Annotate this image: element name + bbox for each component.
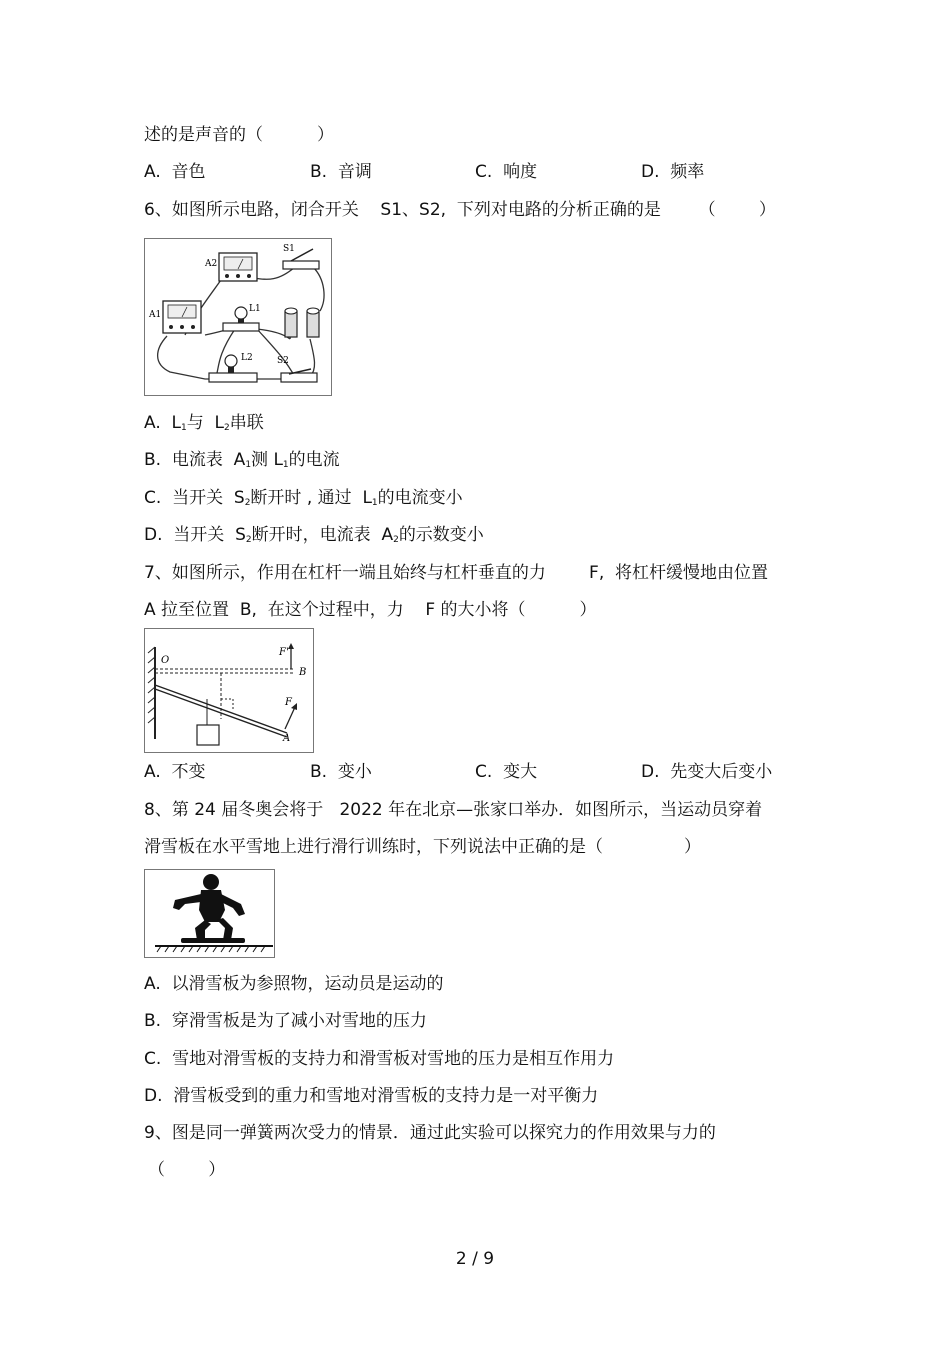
q6-option-a: A. $L_1$与 $L_2$串联: [144, 413, 264, 433]
q7-option-c: C. 变大: [475, 762, 538, 782]
q8-option-c: C. 雪地对滑雪板的支持力和滑雪板对雪地的压力是相互作用力: [144, 1049, 615, 1069]
q8-option-d: D. 滑雪板受到的重力和雪地对滑雪板的支持力是一对平衡力: [144, 1086, 599, 1106]
q7-stem-line1: 7、如图所示，作用在杠杆一端且始终与杠杆垂直的力 F, 将杠杆缓慢地由位置: [144, 563, 769, 583]
label-l1: L1: [249, 304, 261, 314]
label-a1: A1: [149, 310, 162, 320]
q5-option-a: A. 音色: [144, 162, 206, 182]
label-f-top: F': [279, 647, 289, 658]
q8-option-a: A. 以滑雪板为参照物，运动员是运动的: [144, 974, 444, 994]
q5-option-b: B. 音调: [310, 162, 372, 182]
q7-lever-figure: [144, 628, 314, 753]
label-a2: A2: [205, 259, 218, 269]
q8-stem-line2: 滑雪板在水平雪地上进行滑行训练时，下列说法中正确的是（ ）: [144, 837, 702, 857]
lever-diagram: [145, 629, 313, 752]
q6-option-d: D. 当开关 $S_2$断开时，电流表 $A_2$的示数变小: [144, 525, 484, 545]
circuit-diagram: [145, 239, 331, 395]
q9-stem-line1: 9、图是同一弹簧两次受力的情景．通过此实验可以探究力的作用效果与力的: [144, 1123, 716, 1143]
q8-option-b: B. 穿滑雪板是为了减小对雪地的压力: [144, 1011, 427, 1031]
q8-snowboarder-figure: [144, 869, 275, 958]
label-a: A: [283, 733, 291, 744]
q8-stem-line1: 8、第 24 届冬奥会将于 2022 年在北京—张家口举办．如图所示，当运动员穿着: [144, 800, 763, 820]
q7-stem-line2: A 拉至位置 B, 在这个过程中，力 F 的大小将（ ）: [144, 600, 597, 620]
q9-stem-line2: （ ）: [148, 1160, 226, 1180]
q6-circuit-figure: [144, 238, 332, 396]
q7-option-b: B. 变小: [310, 762, 372, 782]
label-s1: S1: [283, 244, 295, 254]
q6-option-c: C. 当开关 $S_2$断开时 , 通过 $L_1$的电流变小: [144, 488, 463, 508]
label-s2: S2: [277, 356, 289, 366]
label-o: O: [161, 655, 170, 666]
q7-option-d: D. 先变大后变小: [641, 762, 773, 782]
q5-option-d: D. 频率: [641, 162, 705, 182]
label-l2: L2: [241, 353, 253, 363]
q7-option-a: A. 不变: [144, 762, 206, 782]
label-f: F: [285, 697, 292, 708]
page-number: 2 / 9: [455, 1249, 495, 1269]
q5-stem-tail: 述的是声音的（ ）: [144, 125, 335, 145]
q6-stem: 6、如图所示电路，闭合开关 S1、S2, 下列对电路的分析正确的是 （ ）: [144, 200, 776, 220]
snowboarder-picture: [145, 870, 274, 957]
q5-option-c: C. 响度: [475, 162, 538, 182]
q6-option-b: B. 电流表 $A_1$测 $L_1$的电流: [144, 450, 340, 470]
label-b: B: [299, 667, 307, 678]
